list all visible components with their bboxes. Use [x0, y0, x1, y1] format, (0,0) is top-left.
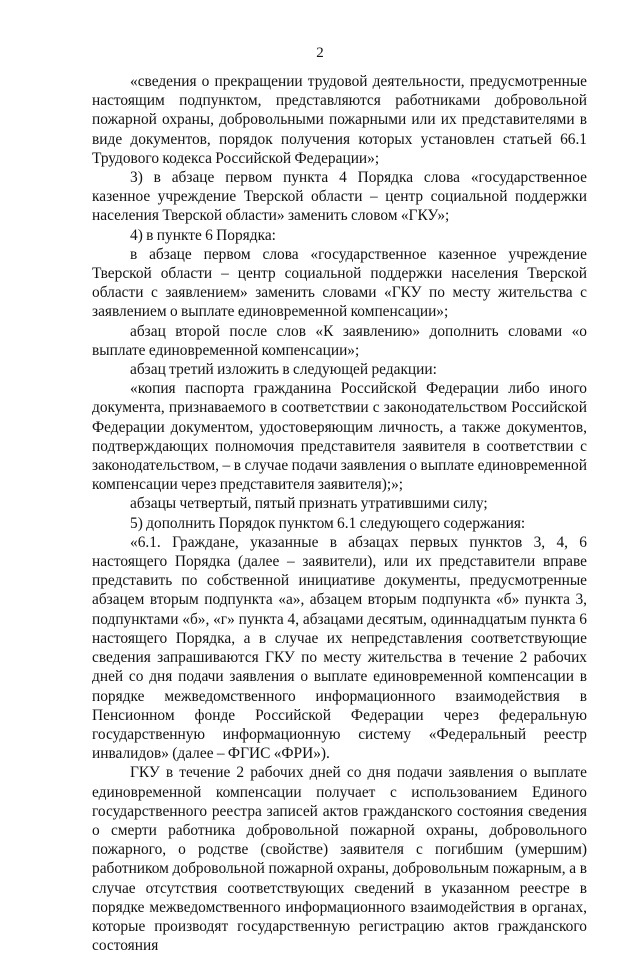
page-number: 2 — [316, 45, 324, 61]
paragraph-1: «сведения о прекращении трудовой деятельности, предусмотренные настоящим подпунктом, представляются работниками добровольной пожарной охраны, добровольными пожарными или их представителями в виде документов, порядок получения которых установлен статьей 66.1 Трудового кодекса Российской Федерации»; — [92, 73, 587, 167]
paragraph-9: 5) дополнить Порядок пунктом 6.1 следующего содержания: — [130, 514, 526, 532]
paragraph-3: 4) в пункте 6 Порядка: — [130, 226, 276, 244]
paragraph-11: ГКУ в течение 2 рабочих дней со дня подачи заявления о выплате единовременной компенсации получает с использованием Единого государственного реестра записей актов гражданского состояния сведения о смерти работника добровольной пожарной охраны, добровольного пожарного, о родстве (свойстве) заявителя с погибшим (умершим) работником добровольной пожарной охраны, добровольным пожарным, а в случае отсутствия соответствующих сведений в указанном реестре в порядке межведомственного информационного взаимодействия в органах, которые производят государственную регистрацию актов гражданского состояния — [92, 764, 587, 955]
paragraph-7: «копия паспорта гражданина Российской Федерации либо иного документа, признаваемого в соответствии с законодательством Российской Федерации документом, удостоверяющим личность, а также документов, подтверждающих полномочия представителя заявителя в соответствии с законодательством, – в случае подачи заявления о выплате единовременной компенсации через представителя заявителя);»; — [92, 380, 587, 494]
paragraph-6: абзац третий изложить в следующей редакции: — [130, 361, 437, 379]
paragraph-4: в абзаце первом слова «государственное казенное учреждение Тверской области – центр социальной поддержки населения Тверской области с заявлением» заменить словами «ГКУ по месту жительства с заявлением о выплате единовременной компенсации»; — [92, 245, 587, 321]
paragraph-8: абзацы четвертый, пятый признать утратившими силу; — [130, 495, 488, 513]
paragraph-5: абзац второй после слов «К заявлению» дополнить словами «о выплате единовременной компенсации»; — [92, 322, 587, 359]
paragraph-2: 3) в абзаце первом пункта 4 Порядка слова «государственное казенное учреждение Тверской области – центр социальной поддержки населения Тверской области» заменить словом «ГКУ»; — [92, 169, 587, 225]
document-body — [92, 72, 587, 955]
paragraph-10: «6.1. Граждане, указанные в абзацах первых пунктов 3, 4, 6 настоящего Порядка (далее – заявители), или их представители вправе представить по собственной инициативе документы, предусмотренные абзацем вторым подпункта «а», абзацем вторым подпункта «б» пункта 3, подпунктами «б», «г» пункта 4, абзацами десятым, одиннадцатым пункта 6 настоящего Порядка, а в случае их непредставления соответствующие сведения запрашиваются ГКУ по месту жительства в течение 2 рабочих дней со дня подачи заявления о выплате единовременной компенсации в порядке межведомственного информационного взаимодействия в Пенсионном фонде Российской Федерации через федеральную государственную информационную систему «Федеральный реестр инвалидов» (далее – ФГИС «ФРИ»). — [92, 533, 587, 763]
